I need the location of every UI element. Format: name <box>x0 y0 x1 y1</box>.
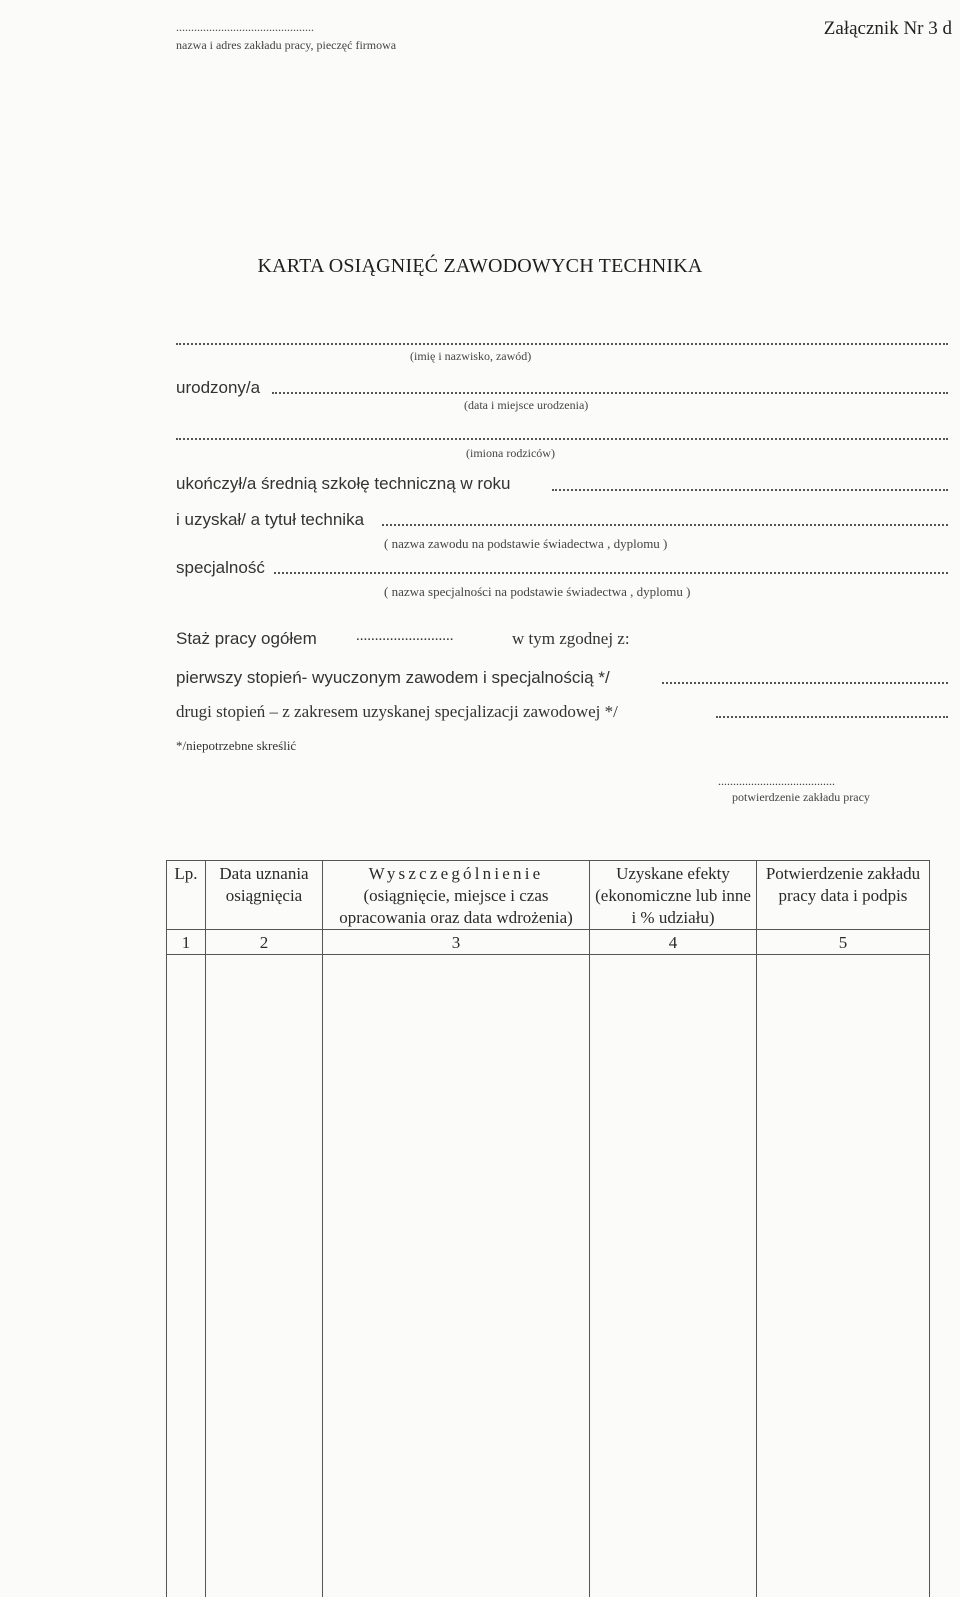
employer-caption: nazwa i adres zakładu pracy, pieczęć firmowa <box>176 38 396 53</box>
parents-field-line[interactable] <box>176 438 948 440</box>
specialty-field-line[interactable] <box>274 572 948 574</box>
second-degree-label: drugi stopień – z zakresem uzyskanej specjalizacji zawodowej */ <box>176 702 618 722</box>
born-field-line[interactable] <box>272 392 948 394</box>
table-cell-confirmation[interactable] <box>757 955 930 1597</box>
header-specification <box>323 861 590 930</box>
column-number: 1 <box>167 930 206 955</box>
annex-label: Załącznik Nr 3 d <box>824 18 952 40</box>
confirmation-dots: ....................................... <box>718 774 835 789</box>
seniority-field[interactable]: .......................... <box>356 628 454 645</box>
born-label: urodzony/a <box>176 378 260 398</box>
second-degree-field-line[interactable] <box>716 716 948 718</box>
school-year-field-line[interactable] <box>552 489 948 491</box>
born-caption: (data i miejsce urodzenia) <box>464 398 588 413</box>
table-cell-specification[interactable] <box>323 955 590 1597</box>
table-cell-lp[interactable] <box>167 955 206 1597</box>
table-number-row <box>167 930 930 955</box>
seniority-suffix: w tym zgodnej z: <box>512 629 630 649</box>
table-row <box>167 955 930 1597</box>
technician-title-field-line[interactable] <box>382 524 948 526</box>
name-caption: (imię i nazwisko, zawód) <box>410 349 531 364</box>
specialty-label: specjalność <box>176 558 265 578</box>
header-date: Data uznania osiągnięcia <box>206 861 323 930</box>
document-title: KARTA OSIĄGNIĘĆ ZAWODOWYCH TECHNIKA <box>0 255 960 278</box>
table-cell-effects[interactable] <box>590 955 757 1597</box>
header-confirmation: Potwierdzenie zakładu pracy data i podpis <box>757 861 930 930</box>
header-specification-title: Wyszczególnienie <box>325 863 587 885</box>
specialty-caption: ( nazwa specjalności na podstawie świadectwa , dyplomu ) <box>384 584 690 600</box>
employer-dots: .............................................. <box>176 20 314 35</box>
name-field-line[interactable] <box>176 343 948 345</box>
parents-caption: (imiona rodziców) <box>466 446 555 461</box>
table-cell-date[interactable] <box>206 955 323 1597</box>
table-header-row <box>167 861 930 930</box>
achievements-table <box>166 860 930 1597</box>
header-specification-detail: (osiągnięcie, miejsce i czas opracowania oraz data wdrożenia) <box>325 885 587 929</box>
first-degree-label: pierwszy stopień- wyuczonym zawodem i specjalnością */ <box>176 668 610 688</box>
column-number: 4 <box>590 930 757 955</box>
header-effects: Uzyskane efekty (ekonomiczne lub inne i % udziału) <box>590 861 757 930</box>
header-lp: Lp. <box>167 861 206 930</box>
technician-title-label: i uzyskał/ a tytuł technika <box>176 510 364 530</box>
column-number: 5 <box>757 930 930 955</box>
confirmation-caption: potwierdzenie zakładu pracy <box>732 790 870 805</box>
seniority-label: Staż pracy ogółem <box>176 629 317 649</box>
column-number: 3 <box>323 930 590 955</box>
profession-caption: ( nazwa zawodu na podstawie świadectwa , dyplomu ) <box>384 536 667 552</box>
column-number: 2 <box>206 930 323 955</box>
school-label: ukończył/a średnią szkołę techniczną w roku <box>176 474 511 494</box>
first-degree-field-line[interactable] <box>662 682 948 684</box>
footnote: */niepotrzebne skreślić <box>176 738 296 754</box>
